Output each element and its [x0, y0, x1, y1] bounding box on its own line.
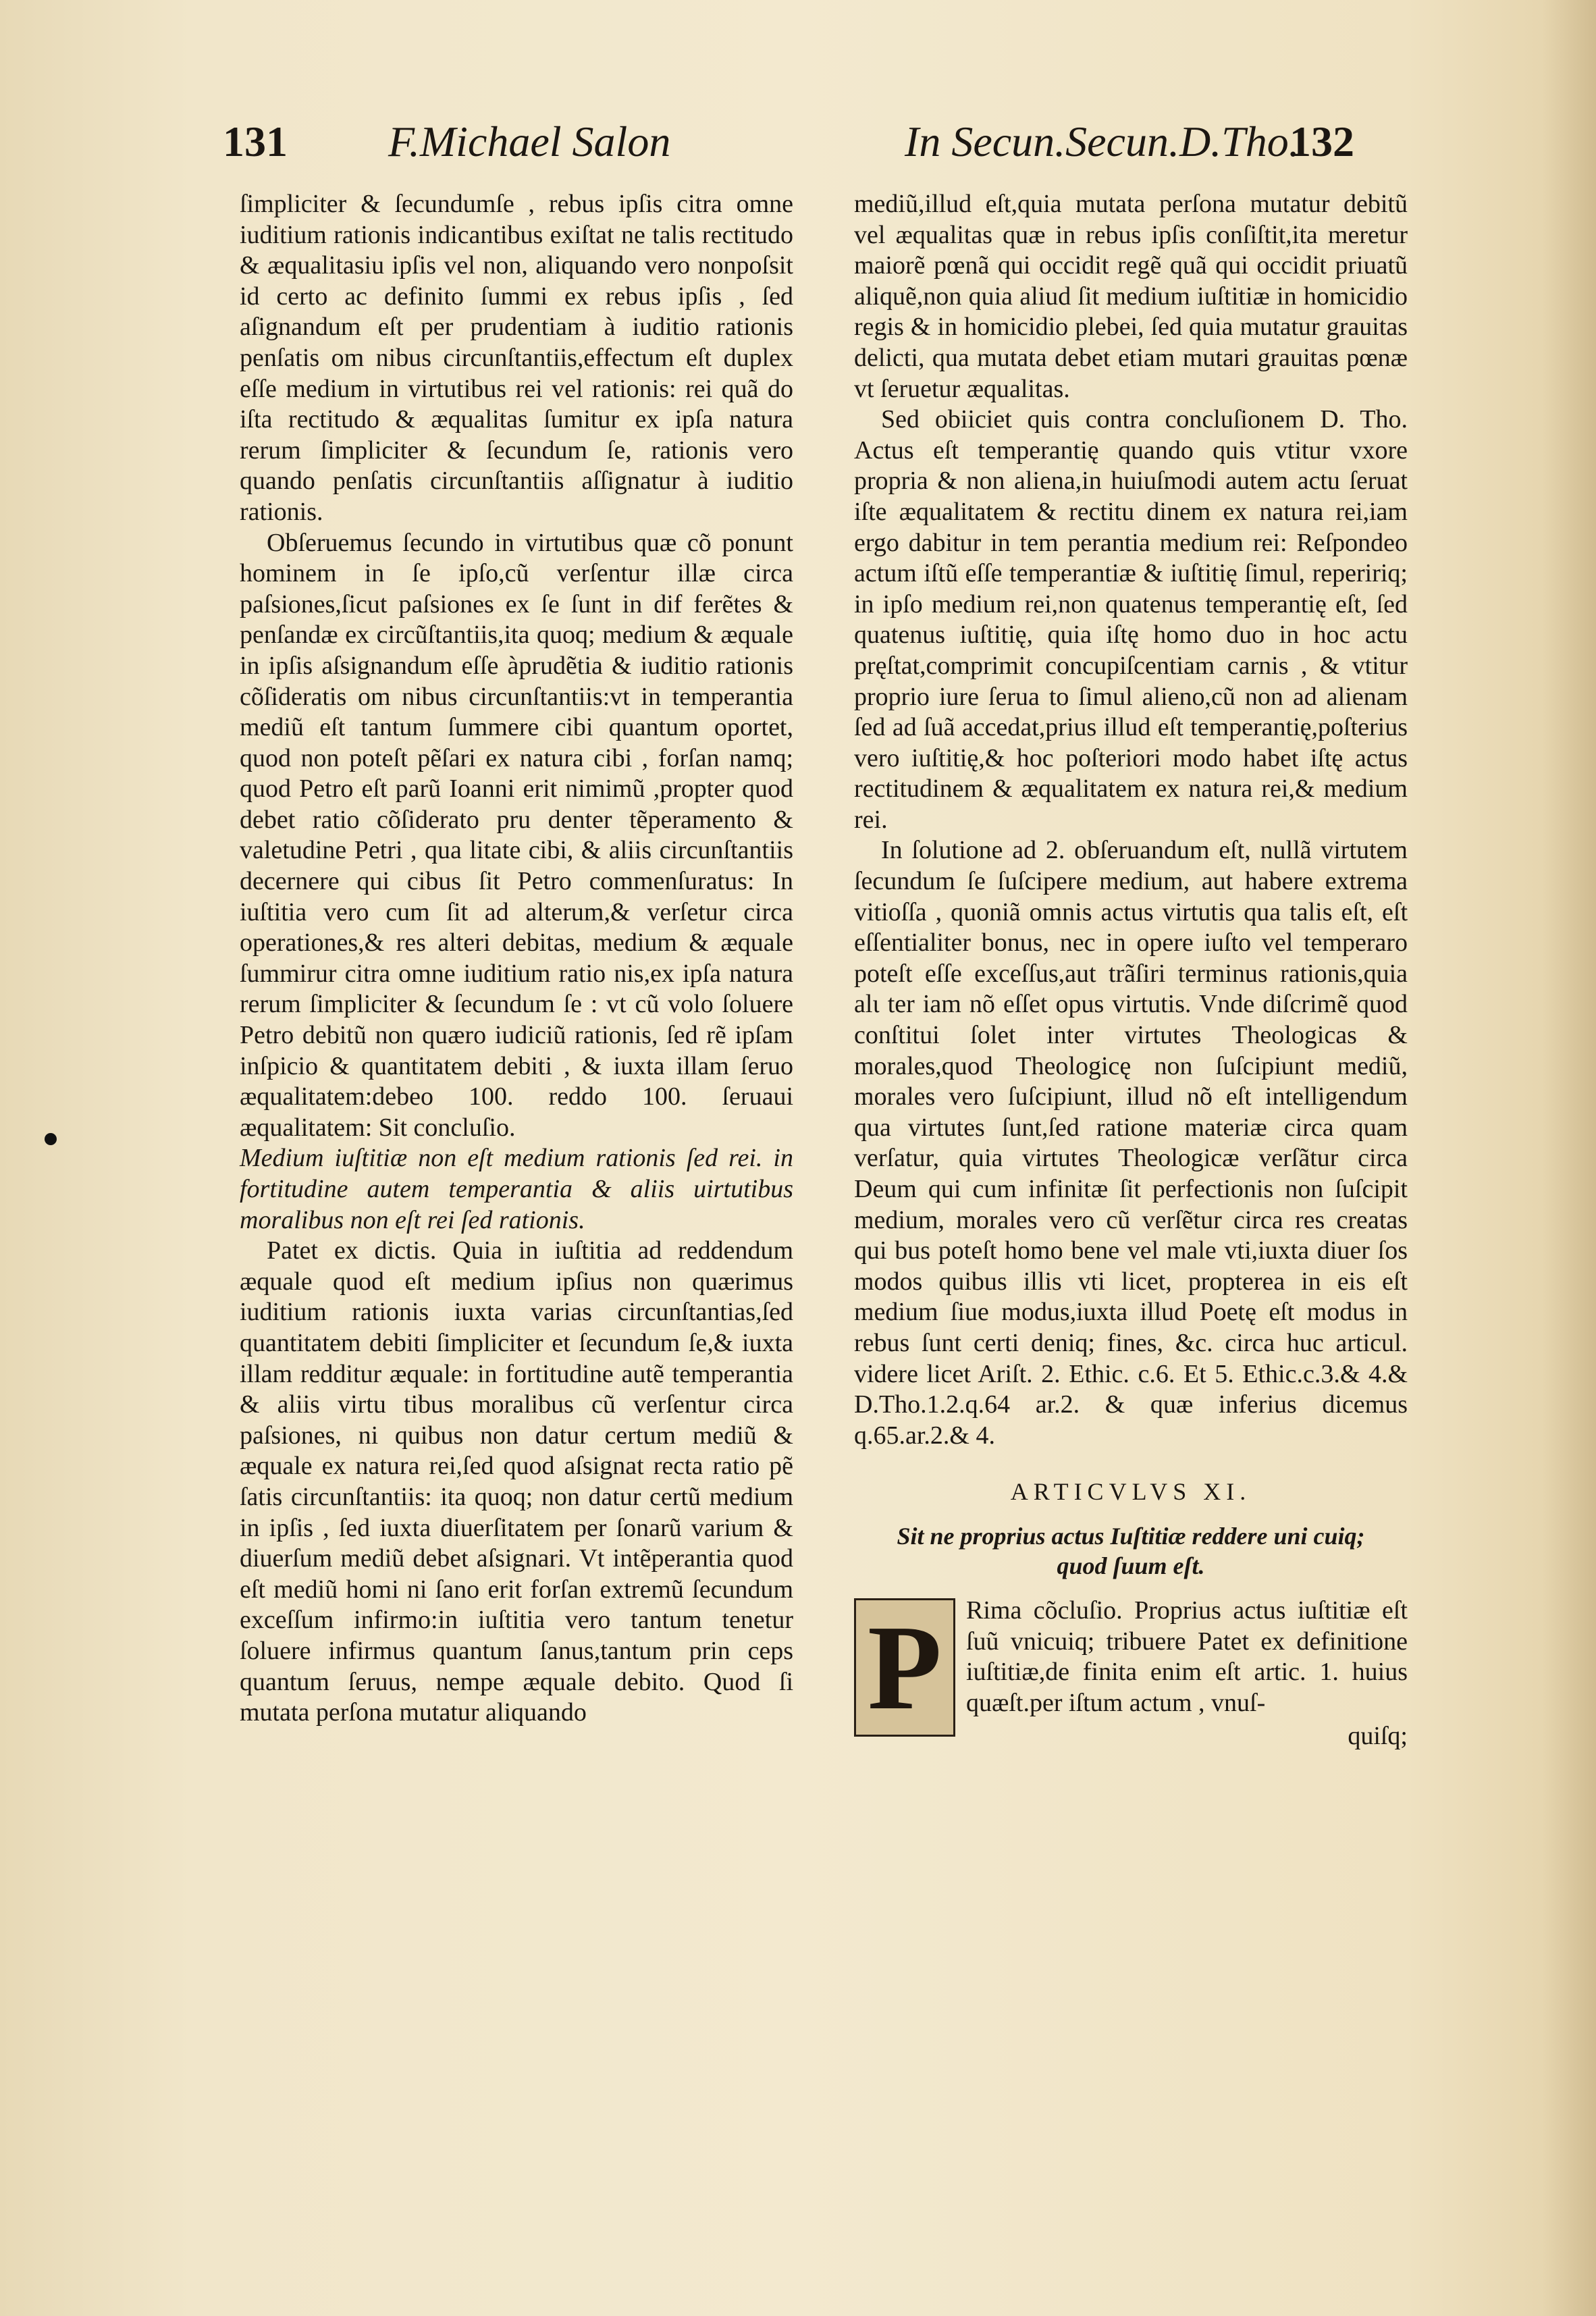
- left-column: [240, 189, 793, 1729]
- initial-letter: P: [868, 1600, 942, 1735]
- article-question: Sit ne proprius actus Iuſtitiæ reddere uni cuiq; quod ſuum eſt.: [897, 1522, 1365, 1579]
- paragraph: Obſeruemus ſecundo in virtutibus quæ cõ ponunt hominem in ſe ipſo,cũ verſentur illæ circa paſsiones,ſicut paſsiones ex ſe ſunt in dif ferẽtes & penſandæ ex circũſtantiis,ita quoq; medium & æquale in ipſis aſsignandum eſſe àprudẽtia & iuditio rationis cõſideratis om nibus circunſtantiis:vt in temperantia mediũ eſt tantum ſummere cibi quantum oportet, quod non poteſt pẽſari ex natura cibi , forſan namq; quod Petro eſt parũ Ioanni erit nimimũ ,propter quod debet ratio cõſiderato pru denter tẽperamento & valetudine Petri , qua litate cibi, & aliis circunſtantiis decernere qui cibus ſit Petro commenſuratus: In iuſtitia vero cum ſit ad alterum,& verſetur circa operationes,& res alteri debitas, medium & æquale ſummirur citra omne iuditium ratio nis,ex ipſa natura rerum ſimpliciter & ſecundum ſe : vt cũ volo ſoluere Petro debitũ non quæro iudiciũ rationis, ſed rẽ ipſam inſpicio & quantitatem debiti , & iuxta illam ſeruo æqualitatem:debeo 100. reddo 100. ſeruaui æqualitatem: Sit concluſio.: [240, 528, 793, 1142]
- paragraph: Sed obiiciet quis contra concluſionem D. Tho. Actus eſt temperantię quando quis vtitur vxore propria & non aliena,in huiuſmodi autem actu ſeruat iſte æqualitatem & rectitu dinem ex natura rei,iam ergo dabitur in tem perantia medium rei: Reſpondeo actum iſtũ eſſe temperantiæ & iuſtitię ſimul, repeririq; in ipſo medium rei,non quatenus temperantię eſt, ſed quatenus iuſtitię, quia iſtę homo duo in hoc actu pręſtat,comprimit concupiſcentiam carnis , & vtitur proprio iure ſerua to ſimul alieno,cũ non ad alienam ſed ad ſuã accedat,prius illud eſt temperantię,poſterius vero iuſtitię,& hoc poſteriori modo habet iſtę actus rectitudinem & æqualitatem ex natura rei,& medium rei.: [854, 405, 1408, 834]
- paragraph: In ſolutione ad 2. obſeruandum eſt, nullã virtutem ſecundum ſe ſuſcipere medium, aut habere extrema vitioſſa , quoniã omnis actus virtutis qua talis eſt, eſt eſſentialiter bonus, nec in opere iuſto vel temperaro poteſt eſſe exceſſus,aut trãſiri terminus rationis,quia alι ter iam nõ eſſet opus virtutis. Vnde diſcrimẽ quod conſtitui ſolet inter virtutes Theologicas & morales,quod Theologicę non ſuſcipiunt mediũ, morales vero ſuſcipiunt, illud nõ eſt intelligendum qua virtutes ſunt,ſed ratione materiæ circa quam verſatur, quia virtutes Theologicæ verſãtur circa Deum qui cum infinitæ ſit perfectionis non ſuſcipit medium, morales vero cũ verſẽtur circa res creatas qui bus poteſt homo bene vel male vti,iuxta diuer ſos modos quibus illis vti licet, propterea in eis eſt medium ſiue modus,iuxta illud Poetę eſt modus in rebus ſunt certi deniq; fines, &c. circa huc articul. videre licet Ariſt. 2. Ethic. c.6. Et 5. Ethic.c.3.& 4.& D.Tho.1.2.q.64 ar.2. & quæ inferius dicemus q.65.ar.2.& 4.: [854, 836, 1408, 1450]
- left-page-number: 131: [223, 117, 288, 165]
- catchword: quiſq;: [1348, 1722, 1408, 1751]
- paragraph: Patet ex dictis. Quia in iuſtitia ad reddendum æquale quod eſt medium ipſius non quærimus iuditium rationis iuxta varias circunſtantias,ſed quantitatem debiti ſimpliciter et ſecundum ſe,& iuxta illam redditur æquale: in fortitudine autẽ temperantia & aliis virtu tibus moralibus cũ verſentur circa paſsiones, ni quibus non datur certum mediũ & æquale ex natura rei,ſed quod aſsignat recta ratio pẽ ſatis circunſtantiis: ita quoq; non datur certũ medium in ipſis , ſed iuxta diuerſitatem per ſonarũ varium & diuerſum mediũ debet aſsignari. Vt intẽperantia quod eſt mediũ homi ni ſano erit forſan extremũ ſecundum exceſſum infirmo:in iuſtitia vero tantum tenetur ſoluere infirmus quantum ſanus,tantum prin ceps quantum ſeruus, nempe æquale debito. Quod ſi mutata perſona mutatur aliquando: [240, 1236, 793, 1727]
- paragraph: mediũ,illud eſt,quia mutata perſona mutatur debitũ vel æqualitas quæ in rebus ipſis conſiſtit,ita meretur maiorẽ pœnã qui occidit regẽ quã qui occidit priuatũ aliquẽ,non quia aliud ſit medium iuſtitiæ in homicidio regis & in homicidio plebei, ſed quia mutatur grauitas delicti, qua mutata debet etiam mutari grauitas pœnæ vt ſeruetur æqualitas.: [854, 190, 1408, 403]
- article-text: Rima cõcluſio. Proprius actus iuſtitiæ eſt ſuũ vnicuiq; tribuere Patet ex definitione iuſtitiæ,de finita enim eſt artic. 1. huius quæſt.per iſtum actum , vnuſ-: [966, 1596, 1408, 1717]
- paragraph: ſimpliciter & ſecundumſe , rebus ipſis citra omne iuditium rationis indicantibus exiſtat ne talis rectitudo & æqualitasiu ipſis vel non, aliquando vero nonpoſsit id certo ac definito ſummi ex rebus ipſis , ſed aſignandum eſt per prudentiam à iuditio rationis penſatis om nibus circunſtantiis,effectum eſt duplex eſſe medium in virtutibus rei vel rationis: rei quã do iſta rectitudo & æqualitas ſumitur ex ipſa natura rerum ſimpliciter & ſecundum ſe, rationis vero quando penſatis circunſtantiis aſſignatur à iuditio rationis.: [240, 190, 793, 526]
- article-heading: ARTICVLVS XI.: [1010, 1478, 1252, 1506]
- article-paragraph: [854, 1596, 1408, 1735]
- ink-spot: [45, 1133, 57, 1145]
- left-running-title: F.Michael Salon: [388, 117, 671, 165]
- conclusion-statement: Medium iuſtitiæ non eſt medium rationis ſed rei. in fortitudine autem temperantia & aliis uirtutibus moralibus non eſt rei ſed rationis.: [240, 1144, 793, 1234]
- running-header: [223, 115, 1357, 176]
- right-running-title: In Secun.Secun.D.Tho.: [905, 117, 1300, 165]
- right-page-number: 132: [1289, 117, 1354, 165]
- right-column: [854, 189, 1408, 1752]
- decorated-initial: [854, 1598, 955, 1737]
